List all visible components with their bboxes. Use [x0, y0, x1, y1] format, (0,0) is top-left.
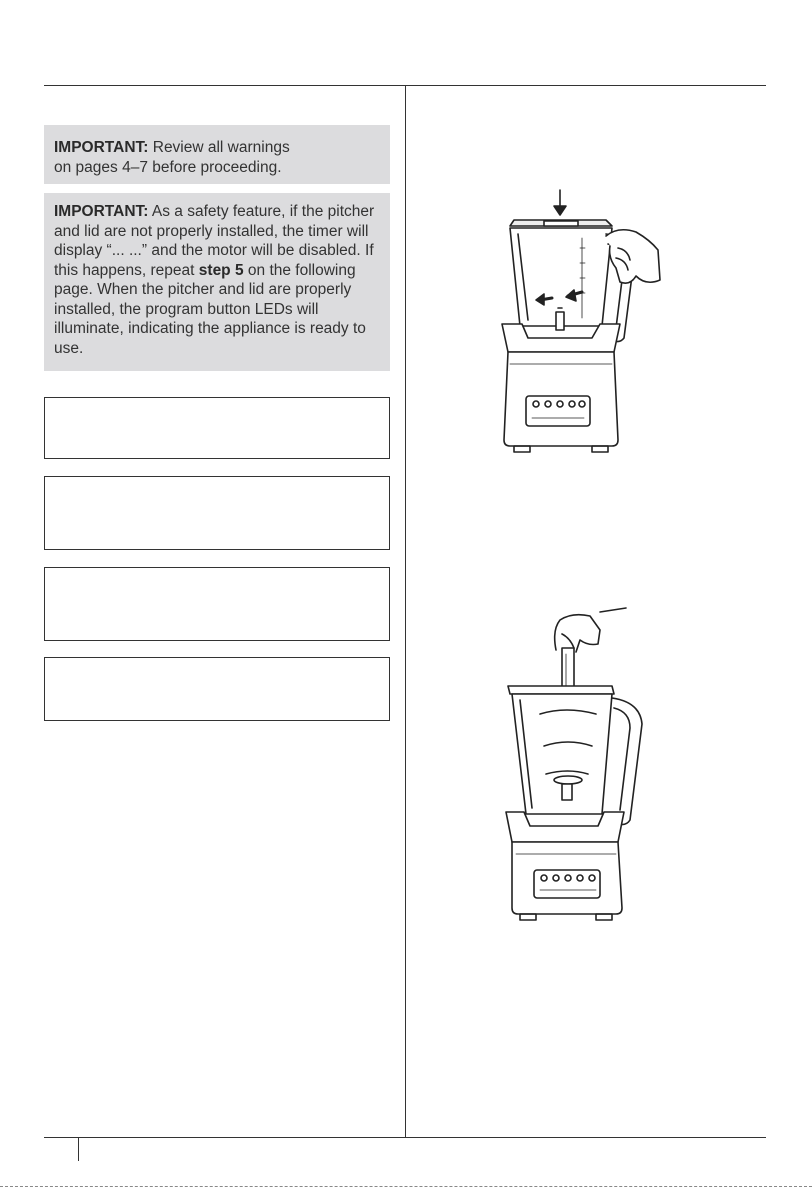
column-divider — [405, 86, 406, 1137]
blade-assembly-insert-icon — [500, 604, 660, 924]
note-text: Review all warnings — [148, 139, 290, 156]
important-note-warnings — [44, 125, 390, 184]
empty-text-box — [44, 657, 390, 721]
blender-pitcher-lid-install-icon — [488, 188, 668, 458]
empty-text-box — [44, 476, 390, 550]
important-label: IMPORTANT: — [54, 203, 149, 220]
note-text: As a safety feature, if the pitcher and lid are not properly installed, the timer will display “... ...” and the motor will be disabled. If this happens, repeat — [54, 203, 375, 279]
page-number-tick — [78, 1137, 79, 1161]
important-note-safety — [44, 193, 390, 371]
note-text: on pages 4–7 before proceeding. — [54, 158, 282, 176]
step-reference: step 5 — [198, 261, 244, 279]
important-label: IMPORTANT: — [54, 139, 149, 156]
note-text: on the following page. When the pitcher and lid are properly installed, the program button LEDs will illuminate, indicating the appliance is ready to use. — [54, 261, 366, 357]
bottom-rule — [44, 1137, 766, 1138]
empty-text-box — [44, 397, 390, 459]
empty-text-box — [44, 567, 390, 641]
trim-line — [0, 1186, 812, 1187]
